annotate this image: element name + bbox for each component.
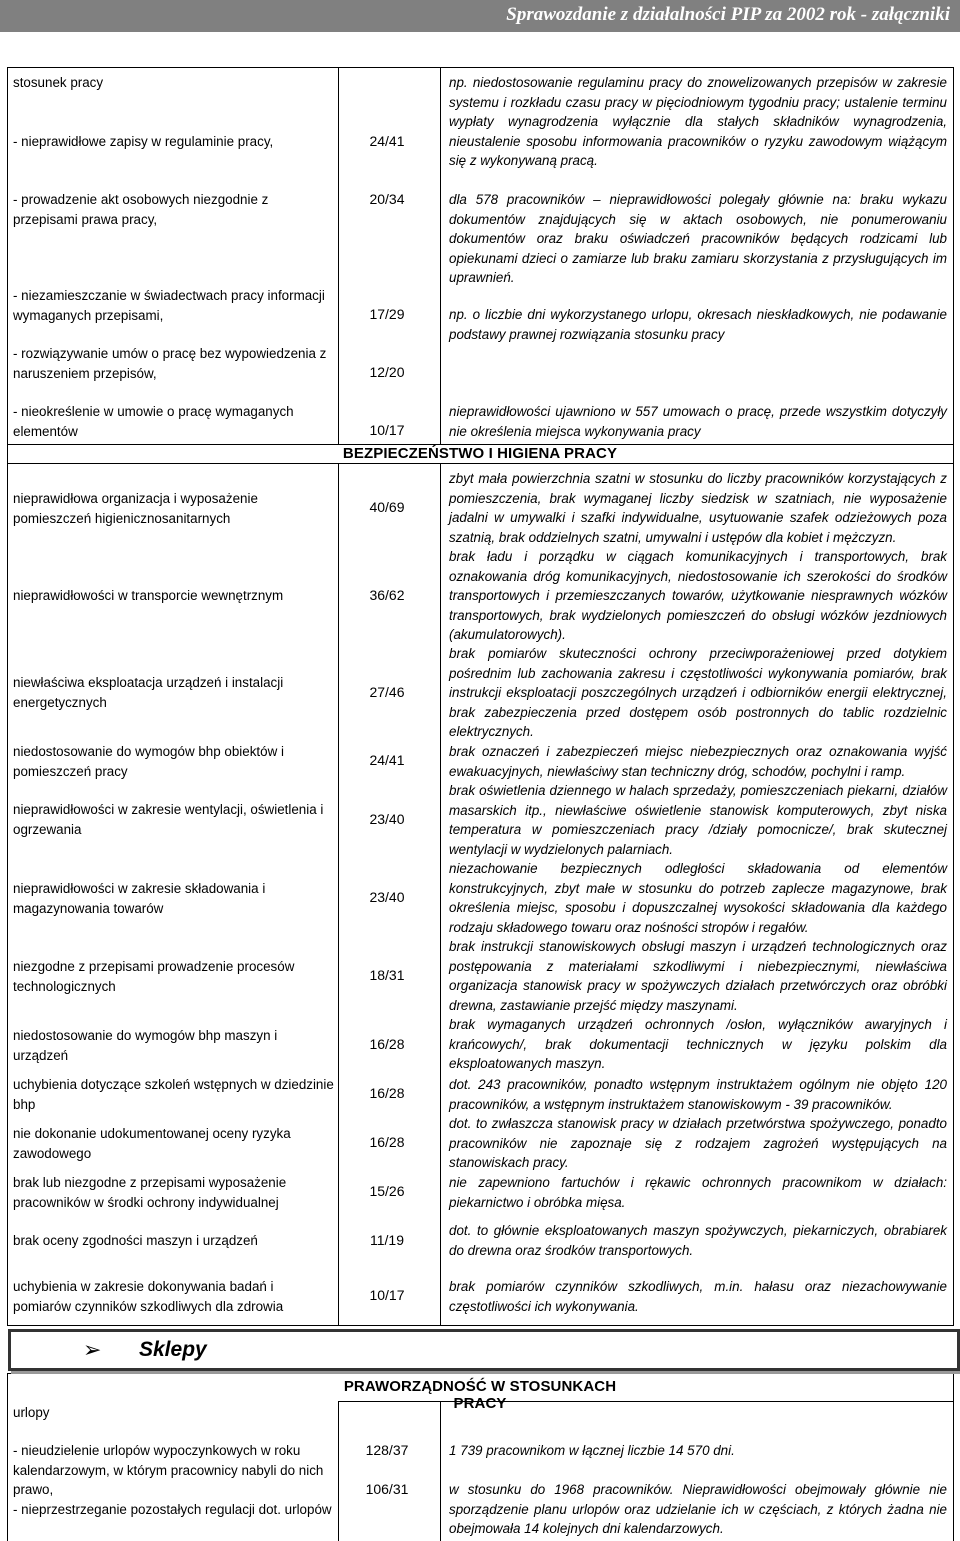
row-count: 16/28 <box>369 1085 405 1101</box>
row-count: 40/69 <box>369 499 405 515</box>
row-description: niezachowanie bezpiecznych odległości składowania od elementów konstrukcyjnych, zbyt małe w stosunku do potrzeb zaplecze magazynowe, brak określenia miejsc, sposobu i dopuszczalnej wysokości składowania dla każdego rodzaju składowego towaru oraz nośności stropów i regałów. <box>449 861 947 935</box>
row-count: 10/17 <box>369 422 405 438</box>
row-count: 24/41 <box>369 133 405 149</box>
header-title: Sprawozdanie z działalności PIP za 2002 rok - załączniki <box>506 4 950 25</box>
row-label: - prowadzenie akt osobowych niezgodnie z przepisami prawa pracy, <box>13 192 269 227</box>
sklepy-banner <box>8 1329 960 1371</box>
row-description: brak ładu i porządku w ciągach komunikacyjnych i transportowych, brak oznakowania dróg komunikacyjnych, niedostosowanie ich szerokości do środków transportowych i przemieszczanych towarów, użytkowanie niesprawnych wózków transportowych, brak wydzielonych pomieszczeń do obsługi wózków jezdniowych (akumulatorowych). <box>449 549 947 642</box>
bhp-title-bottom <box>7 463 954 464</box>
row-description: 1 739 pracownikom w łącznej liczbie 14 570 dni. <box>449 1443 735 1458</box>
row-label: - nieprawidłowe zapisy w regulaminie pracy, <box>13 134 274 149</box>
row-description: zbyt mała powierzchnia szatni w stosunku do liczby pracowników korzystających z pomieszczenia, brak wymaganej liczby siedzisk w szatniach, nie wyposażenie jadalni w umywalki i szafki indywidualne, usytuowanie szafek odzieżowych poza szatnią, brak oddzielnych szatni, umywalni i ustępów dla kobiet i mężczyzn. <box>449 471 947 545</box>
section-heading-stosunek-pracy: stosunek pracy <box>13 75 104 90</box>
row-description: brak pomiarów czynników szkodliwych, m.in. hałasu oraz niezachowywanie częstotliwości ich wykonywania. <box>449 1279 947 1314</box>
lower-border-left <box>7 1373 8 1541</box>
row-label: nie dokonanie udokumentowanej oceny ryzyka zawodowego <box>13 1126 291 1161</box>
row-label: - nieudzielenie urlopów wypoczynkowych w roku kalendarzowym, w którym pracownicy nabyli do nich prawo, <box>13 1443 324 1497</box>
row-count: 36/62 <box>369 587 405 603</box>
row-description: dot. to zwłaszcza stanowisk pracy w działach przetwórstwa spożywczego, ponadto pracowników nie zapoznaje się z rodzajem zagrożeń występujących na stanowiskach pracy. <box>449 1116 947 1170</box>
lower-border-mid1 <box>338 1401 339 1541</box>
row-description: np. niedostosowanie regulaminu pracy do znowelizowanych przepisów w zakresie systemu i rozkładu czasu pracy w pięciodniowym tygodniu pracy; ustalenie terminu wypłaty wynagrodzenia wyłącznie dla stałych składników wynagrodzenia, nieustalenie sposobu informowania pracowników o ryzyku zawodowym wiążącym się z wykonywaną pracą. <box>449 75 947 168</box>
row-label: niedostosowanie do wymogów bhp obiektów i pomieszczeń pracy <box>13 744 284 779</box>
table-border-mid1 <box>338 67 339 444</box>
row-description: nie zapewniono fartuchów i rękawic ochronnych pracownikom w działach: piekarnictwo i obróbka mięsa. <box>449 1175 947 1210</box>
section-title-praworzadnosc: PRAWORZĄDNOŚĆ W STOSUNKACH PRACY <box>343 1378 617 1412</box>
page-header <box>0 0 960 32</box>
row-description: nieprawidłowości ujawniono w 557 umowach o pracę, przede wszystkim dotyczyły nie określenia miejsca wykonywania pracy <box>449 404 947 439</box>
row-description: brak pomiarów skuteczności ochrony przeciwporażeniowej przed dotykiem pośrednim lub zachowania zakresu i częstotliwości wykonywania pomiarów, brak instrukcji eksploatacji poszczególnych urządzeń i odbiorników energii elektrycznej, brak zabezpieczenia przed dostępem osób postronnych do tablic rozdzielnic elektrycznych. <box>449 646 947 739</box>
row-count: 15/26 <box>369 1183 405 1199</box>
table-border-top <box>7 67 954 68</box>
row-count: 20/34 <box>369 191 405 207</box>
row-count: 12/20 <box>369 364 405 380</box>
row-count: 27/46 <box>369 684 405 700</box>
row-count: 128/37 <box>365 1442 409 1458</box>
arrow-bullet-icon: ➢ <box>83 1338 102 1363</box>
table-border-right <box>953 67 954 1326</box>
row-label: nieprawidłowości w transporcie wewnętrznym <box>13 588 284 603</box>
bhp-border-mid2 <box>440 463 441 1326</box>
row-count: 24/41 <box>369 752 405 768</box>
row-label: niezgodne z przepisami prowadzenie procesów technologicznych <box>13 959 295 994</box>
row-label: uchybienia w zakresie dokonywania badań i pomiarów czynników szkodliwych dla zdrowia <box>13 1279 284 1314</box>
row-count: 16/28 <box>369 1134 405 1150</box>
row-label: nieprawidłowości w zakresie wentylacji, oświetlenia i ogrzewania <box>13 802 324 837</box>
row-count: 16/28 <box>369 1036 405 1052</box>
lower-border-mid2 <box>440 1401 441 1541</box>
row-description: np. o liczbie dni wykorzystanego urlopu, okresach nieskładkowych, nie podawanie podstawy prawnej rozwiązania stosunku pracy <box>449 307 947 342</box>
row-label: niewłaściwa eksploatacja urządzeń i instalacji energetycznych <box>13 675 284 710</box>
lower-border-right <box>953 1373 954 1541</box>
table-border-mid2 <box>440 67 441 444</box>
lower-border-top <box>7 1373 954 1374</box>
row-description: dla 578 pracowników – nieprawidłowości polegały głównie na: braku wykazu dokumentów znajdujących się w aktach osobowych, nie ponumerowaniu dokumentów oraz braku oświadczeń pracowników będących rodzicami lub opiekunami dzieci o zamiarze lub braku zamiaru skorzystania z przysługujących im uprawnień. <box>449 192 947 285</box>
row-count: 10/17 <box>369 1287 405 1303</box>
row-count: 23/40 <box>369 811 405 827</box>
row-label: brak lub niezgodne z przepisami wyposażenie pracowników w środki ochrony indywidualnej <box>13 1175 287 1210</box>
row-description: brak instrukcji stanowiskowych obsługi maszyn i urządzeń technologicznych oraz postępowania z materiałami szkodliwymi i niebezpiecznymi, niewłaściwa organizacja stanowisk pracy w spożywczych działach przetwórczych oraz obróbki drewna, zastawianie przejść między maszynami. <box>449 939 947 1013</box>
table-border-left <box>7 67 8 1326</box>
row-label: nieprawidłowości w zakresie składowania i magazynowania towarów <box>13 881 266 916</box>
row-label: - niezamieszczanie w świadectwach pracy informacji wymaganych przepisami, <box>13 288 325 323</box>
section-title-bhp: BEZPIECZEŃSTWO I HIGIENA PRACY <box>342 445 618 462</box>
sklepy-label: Sklepy <box>139 1338 207 1361</box>
row-label: - nieprzestrzeganie pozostałych regulacji dot. urlopów <box>13 1502 332 1517</box>
row-count: 18/31 <box>369 967 405 983</box>
row-label: - nieokreślenie w umowie o pracę wymaganych elementów <box>13 404 294 439</box>
row-count: 23/40 <box>369 889 405 905</box>
row-label: niedostosowanie do wymogów bhp maszyn i urządzeń <box>13 1028 278 1063</box>
row-description: brak oznaczeń i zabezpieczeń miejsc niebezpiecznych oraz oznakowania wyjść ewakuacyjnych, niewłaściwy stan techniczny dróg, schodów, pochylni i ramp. <box>449 744 947 779</box>
row-description: brak oświetlenia dziennego w halach sprzedaży, pomieszczeniach piekarni, działów masarskich itp., niewłaściwe oświetlenie stanowisk komputerowych, zbyt niska temperatura w pomieszczeniach pracy /działy pomocnicze/, brak skutecznej wentylacji w wydzielonych palarniach. <box>449 783 947 857</box>
row-label: uchybienia dotyczące szkoleń wstępnych w dziedzinie bhp <box>13 1077 334 1112</box>
row-description: brak wymaganych urządzeń ochronnych /osłon, wyłączników awaryjnych i krańcowych/, brak dokumentacji technicznych w języku polskim dla eksploatowanych maszyn. <box>449 1017 947 1071</box>
row-description: dot. 243 pracowników, ponadto wstępnym instruktażem ogólnym nie objęto 120 pracowników, a wstępnym instruktażem stanowiskowym - 39 pracowników. <box>449 1077 947 1112</box>
row-label: brak oceny zgodności maszyn i urządzeń <box>13 1233 258 1248</box>
bhp-border-mid1 <box>338 463 339 1326</box>
row-count: 17/29 <box>369 306 405 322</box>
row-description: dot. to głównie eksploatowanych maszyn spożywczych, piekarniczych, obrabiarek do drewna oraz środków transportowych. <box>449 1223 947 1258</box>
section-heading-urlopy: urlopy <box>13 1405 50 1420</box>
row-count: 11/19 <box>370 1232 404 1248</box>
row-label: nieprawidłowa organizacja i wyposażenie pomieszczeń higienicznosanitarnych <box>13 491 258 526</box>
row-label: - rozwiązywanie umów o pracę bez wypowiedzenia z naruszeniem przepisów, <box>13 346 327 381</box>
row-description: w stosunku do 1968 pracowników. Nieprawidłowości obejmowały głównie nie sporządzenie planu urlopów oraz udzielanie ich w częściach, z których żadna nie obejmowała 14 kolejnych dni kalendarzowych. <box>449 1482 947 1536</box>
table-border-bottom <box>7 1325 954 1326</box>
row-count: 106/31 <box>365 1481 409 1497</box>
